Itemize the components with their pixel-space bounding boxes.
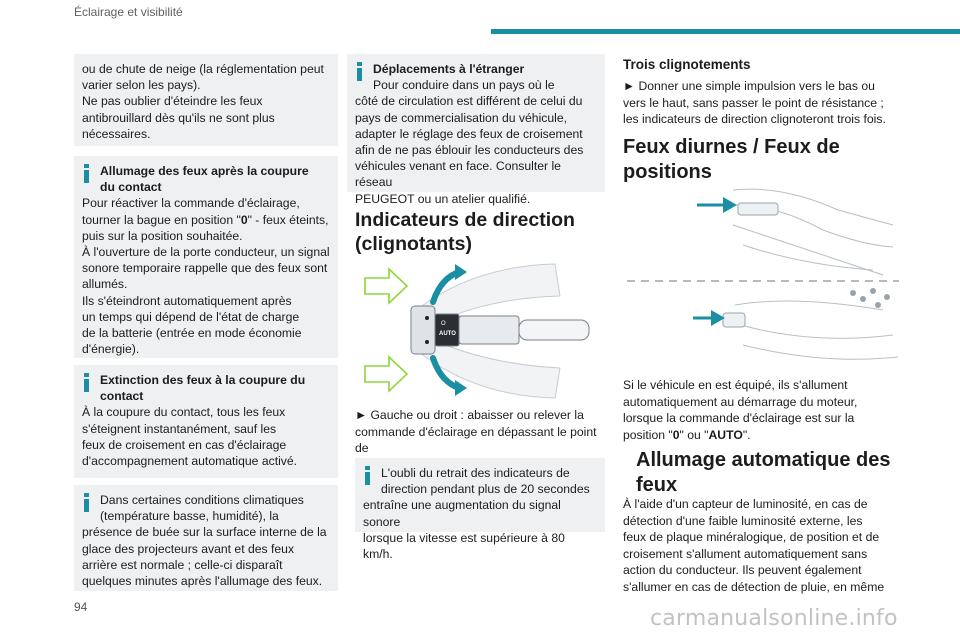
watermark: carmanualsonline.info [650, 606, 898, 631]
ring-label-o: O [441, 321, 446, 327]
down-arrow-icon [365, 357, 407, 391]
note-box-lights-off [74, 365, 338, 478]
note-title: Allumage des feux après la coupure du contact [100, 164, 309, 195]
note-box-abroad [347, 54, 605, 206]
note-box-condensation [74, 485, 338, 591]
note-text: présence de buée sur la surface interne de la glace des projecteurs avant et des feux arrière est normale ; celle-ci disparaît quelques minutes après l'allumage des feux. [82, 525, 327, 589]
info-icon [81, 493, 93, 513]
stalk-figure [355, 256, 600, 404]
info-icon [354, 62, 366, 82]
subheading-three-flashes: Trois clignotements [623, 57, 751, 72]
note-box-lights-after-ignition [74, 156, 338, 358]
heading-daytime-lights: Feux diurnes / Feux de positions [623, 136, 840, 183]
note-first-line: Pour conduire dans un pays où le [373, 78, 555, 93]
note-text: À la coupure du contact, tous les feux s'éteignent instantanément, sauf les feux de croisement en cas d'éclairage d'accompagnement automatique activé. [82, 405, 298, 469]
ring-label-auto: AUTO [439, 331, 456, 337]
up-arrow-icon [365, 269, 407, 303]
pointer-arrow-icon [693, 310, 725, 326]
note-text: Pour réactiver la commande d'éclairage, tourner la bague en position "0" - feux éteints, puis sur la position souhaitée. À l'ouverture de la porte conducteur, un signal sonore temporaire rappelle que des feux sont allumés. Ils s'éteindront automatiquement après un temps qui dépend de l'état de charge de la batterie (entrée en mode économie d'énergie). [82, 196, 330, 357]
heading-auto-lights: Allumage automatique des feux [636, 449, 891, 496]
info-icon [362, 466, 374, 486]
info-icon [81, 164, 93, 184]
note-text: ou de chute de neige (la réglementation peut varier selon les pays). Ne pas oublier d'éteindre les feux antibrouillard dès qu'ils ne sont plus nécessaires. [82, 62, 324, 141]
info-icon [81, 373, 93, 393]
auto-lights-body: À l'aide d'un capteur de luminosité, en cas de détection d'une faible luminosité externe, les feux de plaque minéralogique, de position et de croisement s'allument automatiquement sans action du conducteur. Ils peuvent également s'allumer en cas de détection de pluie, en même [623, 497, 885, 594]
three-flashes-body: ► Donner une simple impulsion vers le bas ou vers le haut, sans passer le point de résistance ; les indicateurs de direction clignoteront trois fois. [623, 79, 886, 126]
heading-indicators: Indicateurs de direction (clignotants) [355, 209, 575, 255]
note-box-fog [74, 54, 338, 146]
note-text: entraîne une augmentation du signal sonore lorsque la vitesse est supérieure à 80 km/h. [363, 498, 565, 562]
headlight-figure [623, 185, 900, 370]
pointer-arrow-icon [697, 197, 737, 213]
note-title: Extinction des feux à la coupure du contact [100, 373, 306, 404]
note-text: côté de circulation est différent de celui du pays de commercialisation du véhicule, adapter le réglage des feux de croisement afin de ne pas éblouir les conducteurs des véhicules venant en face. Consulter le réseau PEUGEOT ou un atelier qualifié. [355, 94, 584, 206]
note-first-lines: L'oubli du retrait des indicateurs de direction pendant plus de 20 secondes [381, 466, 590, 497]
page-number: 94 [74, 600, 88, 614]
section-title: Éclairage et visibilité [74, 5, 183, 19]
note-box-indicator-reminder [355, 458, 605, 562]
indicators-body: ► Gauche ou droit : abaisser ou relever la commande d'éclairage en dépassant le point de [355, 408, 597, 455]
header-accent-bar [491, 29, 960, 34]
daytime-lights-body: Si le véhicule en est équipé, ils s'allument automatiquement au démarrage du moteur, lorsque la commande d'éclairage est sur la position "0" ou "AUTO". [623, 378, 858, 442]
note-title: Déplacements à l'étranger [373, 62, 525, 76]
note-first-lines: Dans certaines conditions climatiques (température basse, humidité), la [100, 493, 304, 524]
